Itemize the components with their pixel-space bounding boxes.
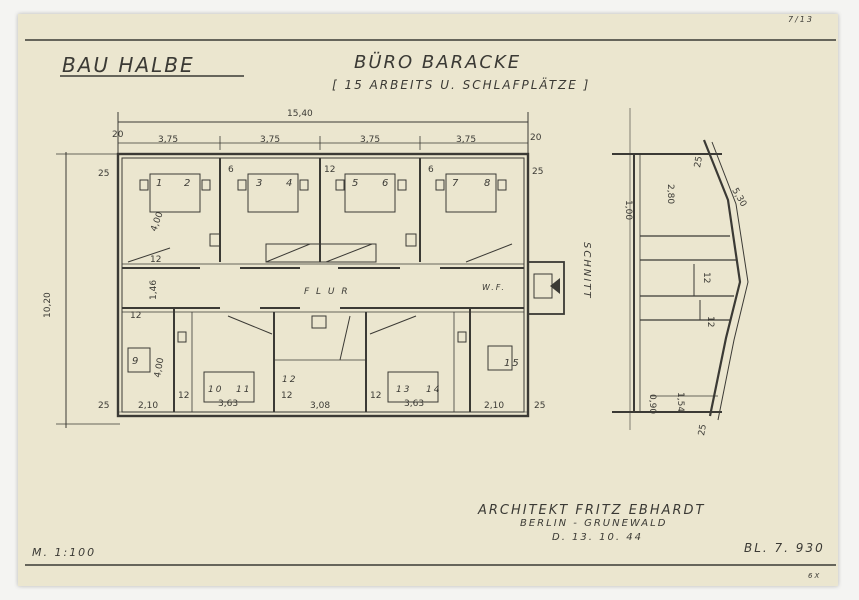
room-number-5: 5 xyxy=(352,178,361,189)
section-dim-5: 1,54 xyxy=(675,392,685,413)
bottom-width-2: 3,63 xyxy=(218,399,239,409)
corner-mark-bottom: 6X xyxy=(808,572,822,580)
architect-name: ARCHITEKT FRITZ EBHARDT xyxy=(478,503,706,518)
section-dim-4: 0,90 xyxy=(647,394,657,415)
corner-mark-top: 7/13 xyxy=(788,15,814,24)
architect-location: BERLIN - GRUNEWALD xyxy=(520,518,668,529)
entrance-vestibule xyxy=(528,262,564,314)
section-label: SCHNITT xyxy=(581,242,592,300)
overall-width-dim: 15,40 xyxy=(287,109,313,119)
bay-width-1: 3,75 xyxy=(158,135,179,145)
bottom-width-5: 2,10 xyxy=(484,401,505,411)
dim-label: 25 xyxy=(534,401,546,411)
room-number-9: 9 xyxy=(132,356,141,367)
bottom-width-4: 3,63 xyxy=(404,399,425,409)
room-number-12: 12 xyxy=(282,375,298,385)
section-dim-8: 12 xyxy=(705,316,715,328)
dim-label: 20 xyxy=(112,130,124,140)
bay-width-3: 3,75 xyxy=(360,135,381,145)
building-title: BÜRO BARACKE xyxy=(354,52,522,73)
room-number-15: 15 xyxy=(504,358,521,369)
overall-depth-dim: 10,20 xyxy=(43,292,53,318)
room-number-6: 6 xyxy=(382,178,391,189)
section-dim-2: 2,80 xyxy=(665,184,675,205)
room-number-14: 14 xyxy=(426,385,442,395)
room-number-10: 10 xyxy=(208,385,224,395)
room-number-7: 7 xyxy=(452,178,461,189)
dim-label: 25 xyxy=(98,401,110,411)
dim-label: 1,46 xyxy=(149,279,159,300)
section-dim-3: 5,30 xyxy=(729,186,749,209)
bay-width-4: 3,75 xyxy=(456,135,477,145)
room-number-11: 11 xyxy=(236,385,252,395)
dim-label: 20 xyxy=(530,133,542,143)
plan-outer-wall xyxy=(118,154,528,416)
dim-label: 25 xyxy=(532,167,544,177)
section-dim-6: 25 xyxy=(693,155,705,169)
dim-label: 6 xyxy=(228,165,234,175)
room-number-1: 1 xyxy=(156,178,165,189)
bottom-width-3: 3,08 xyxy=(310,401,331,411)
wc-label: W.F. xyxy=(482,283,506,292)
dim-label: 12 xyxy=(324,165,336,175)
dim-label: 12 xyxy=(130,311,142,321)
dim-label: 12 xyxy=(370,391,382,401)
dim-label: 25 xyxy=(98,169,110,179)
plan-inner-wall xyxy=(122,158,524,412)
section-dim-1: 1,00 xyxy=(623,200,633,221)
section-dim-9: 25 xyxy=(697,423,709,437)
dim-label: 4,00 xyxy=(149,210,166,234)
scale-label: M. 1:100 xyxy=(32,546,97,559)
dim-label: 12 xyxy=(281,391,293,401)
sheet-number: BL. 7. 930 xyxy=(744,541,825,555)
bottom-width-1: 2,10 xyxy=(138,401,159,411)
room-number-8: 8 xyxy=(484,178,493,189)
project-title: BAU HALBE xyxy=(62,53,195,77)
building-subtitle: [ 15 ARBEITS U. SCHLAFPLÄTZE ] xyxy=(332,78,591,92)
corridor-label: F L U R xyxy=(304,287,350,297)
dim-label: 12 xyxy=(178,391,190,401)
bay-width-2: 3,75 xyxy=(260,135,281,145)
dim-label: 12 xyxy=(150,255,162,265)
drawing-date: D. 13. 10. 44 xyxy=(552,532,643,543)
room-number-4: 4 xyxy=(286,178,295,189)
section-dim-7: 12 xyxy=(701,272,711,284)
room-number-2: 2 xyxy=(184,178,193,189)
room-number-13: 13 xyxy=(396,385,412,395)
dim-label: 4,00 xyxy=(153,357,167,379)
section-drawing xyxy=(612,108,748,430)
room-number-3: 3 xyxy=(256,178,265,189)
dim-label: 6 xyxy=(428,165,434,175)
